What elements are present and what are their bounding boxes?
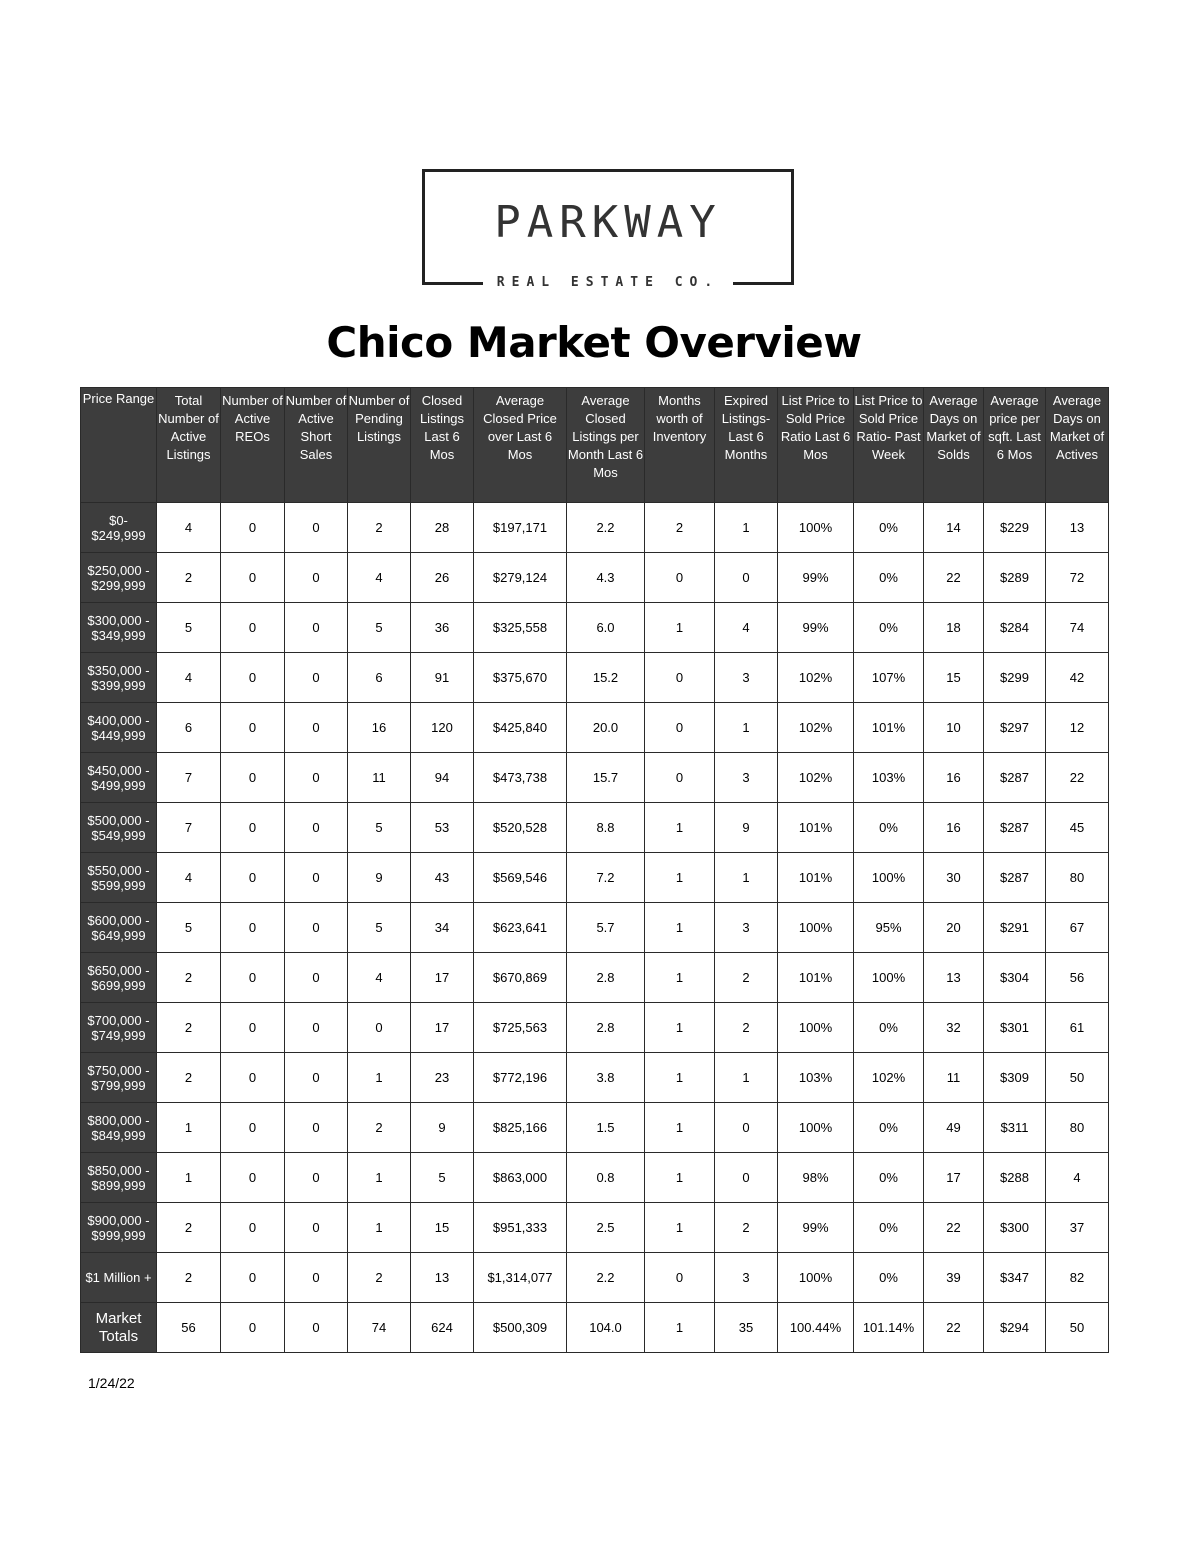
table-cell: 32 bbox=[924, 1003, 984, 1053]
table-cell: 0 bbox=[221, 703, 285, 753]
table-cell: 0% bbox=[854, 503, 924, 553]
table-cell: 0 bbox=[285, 803, 348, 853]
price-range-label: $300,000 - $349,999 bbox=[81, 603, 157, 653]
table-cell: $287 bbox=[984, 753, 1046, 803]
table-cell: 20.0 bbox=[567, 703, 645, 753]
table-cell: 0 bbox=[285, 1053, 348, 1103]
table-cell: 2 bbox=[157, 553, 221, 603]
table-cell: 0 bbox=[645, 753, 715, 803]
table-cell: 4 bbox=[1046, 1153, 1109, 1203]
table-cell: 1 bbox=[645, 603, 715, 653]
table-cell: 1 bbox=[645, 903, 715, 953]
table-cell: 74 bbox=[1046, 603, 1109, 653]
table-cell: 0 bbox=[285, 1253, 348, 1303]
table-cell: $309 bbox=[984, 1053, 1046, 1103]
table-row bbox=[81, 653, 1109, 703]
price-range-label: $450,000 - $499,999 bbox=[81, 753, 157, 803]
table-cell: 3 bbox=[715, 903, 778, 953]
table-cell: 102% bbox=[778, 703, 854, 753]
totals-row bbox=[81, 1303, 1109, 1353]
table-cell: 2 bbox=[645, 503, 715, 553]
table-cell: $670,869 bbox=[474, 953, 567, 1003]
table-cell: 0 bbox=[221, 1203, 285, 1253]
report-date: 1/24/22 bbox=[88, 1375, 135, 1391]
table-cell: 34 bbox=[411, 903, 474, 953]
table-cell: 22 bbox=[924, 1303, 984, 1353]
table-row bbox=[81, 553, 1109, 603]
logo-name: PARKWAY bbox=[494, 197, 722, 248]
price-range-label: $1 Million + bbox=[81, 1253, 157, 1303]
table-cell: $772,196 bbox=[474, 1053, 567, 1103]
table-row bbox=[81, 753, 1109, 803]
table-cell: 1 bbox=[715, 1053, 778, 1103]
price-range-label: $800,000 - $849,999 bbox=[81, 1103, 157, 1153]
table-cell: 0 bbox=[285, 1153, 348, 1203]
table-cell: 17 bbox=[411, 1003, 474, 1053]
table-cell: 6 bbox=[157, 703, 221, 753]
table-cell: 43 bbox=[411, 853, 474, 903]
totals-label: Market Totals bbox=[81, 1303, 157, 1353]
column-header: Average Closed Listings per Month Last 6 Mos bbox=[567, 388, 645, 503]
table-cell: 102% bbox=[778, 653, 854, 703]
price-range-label: $750,000 - $799,999 bbox=[81, 1053, 157, 1103]
table-cell: 3 bbox=[715, 1253, 778, 1303]
column-header: Average price per sqft. Last 6 Mos bbox=[984, 388, 1046, 503]
table-cell: 101% bbox=[854, 703, 924, 753]
table-cell: 61 bbox=[1046, 1003, 1109, 1053]
table-cell: 80 bbox=[1046, 1103, 1109, 1153]
table-cell: 99% bbox=[778, 603, 854, 653]
table-cell: $825,166 bbox=[474, 1103, 567, 1153]
table-cell: 0 bbox=[285, 1303, 348, 1353]
price-range-label: $350,000 - $399,999 bbox=[81, 653, 157, 703]
table-cell: 4 bbox=[715, 603, 778, 653]
table-cell: 100% bbox=[778, 503, 854, 553]
table-cell: 28 bbox=[411, 503, 474, 553]
column-header: Number of Pending Listings bbox=[348, 388, 411, 503]
table-cell: 20 bbox=[924, 903, 984, 953]
table-cell: 104.0 bbox=[567, 1303, 645, 1353]
table-cell: $1,314,077 bbox=[474, 1253, 567, 1303]
table-cell: 1 bbox=[645, 1203, 715, 1253]
table-cell: 101% bbox=[778, 953, 854, 1003]
table-cell: $229 bbox=[984, 503, 1046, 553]
table-cell: 22 bbox=[924, 1203, 984, 1253]
table-cell: $473,738 bbox=[474, 753, 567, 803]
table-cell: 2 bbox=[157, 953, 221, 1003]
table-cell: 0 bbox=[285, 753, 348, 803]
table-cell: 0% bbox=[854, 1203, 924, 1253]
table-cell: 0 bbox=[715, 553, 778, 603]
table-cell: 7.2 bbox=[567, 853, 645, 903]
column-header: Closed Listings Last 6 Mos bbox=[411, 388, 474, 503]
table-cell: $311 bbox=[984, 1103, 1046, 1153]
table-cell: $425,840 bbox=[474, 703, 567, 753]
table-cell: 103% bbox=[854, 753, 924, 803]
table-cell: 0% bbox=[854, 1153, 924, 1203]
table-cell: $863,000 bbox=[474, 1153, 567, 1203]
table-cell: 14 bbox=[924, 503, 984, 553]
table-cell: 23 bbox=[411, 1053, 474, 1103]
table-cell: 2 bbox=[348, 1253, 411, 1303]
table-cell: 103% bbox=[778, 1053, 854, 1103]
table-cell: 100.44% bbox=[778, 1303, 854, 1353]
table-cell: 2 bbox=[715, 953, 778, 1003]
table-cell: 4 bbox=[348, 953, 411, 1003]
table-cell: 99% bbox=[778, 553, 854, 603]
table-row bbox=[81, 1103, 1109, 1153]
table-cell: 0 bbox=[221, 503, 285, 553]
table-cell: 50 bbox=[1046, 1303, 1109, 1353]
table-cell: 3 bbox=[715, 753, 778, 803]
table-cell: 16 bbox=[924, 803, 984, 853]
table-cell: $279,124 bbox=[474, 553, 567, 603]
header-row bbox=[81, 388, 1109, 503]
table-cell: $951,333 bbox=[474, 1203, 567, 1253]
table-cell: 100% bbox=[854, 953, 924, 1003]
table-row bbox=[81, 1253, 1109, 1303]
table-cell: 624 bbox=[411, 1303, 474, 1353]
table-cell: $569,546 bbox=[474, 853, 567, 903]
page-title: Chico Market Overview bbox=[326, 318, 862, 367]
table-cell: 1 bbox=[645, 1303, 715, 1353]
table-cell: 1 bbox=[715, 503, 778, 553]
table-cell: 1 bbox=[157, 1153, 221, 1203]
table-cell: 2.2 bbox=[567, 503, 645, 553]
table-cell: 4 bbox=[157, 653, 221, 703]
logo-subtitle: REAL ESTATE CO. bbox=[483, 275, 733, 290]
table-cell: 0 bbox=[221, 803, 285, 853]
table-cell: 7 bbox=[157, 803, 221, 853]
table-cell: 0 bbox=[715, 1153, 778, 1203]
table-cell: 0 bbox=[285, 503, 348, 553]
table-cell: 13 bbox=[1046, 503, 1109, 553]
table-cell: $725,563 bbox=[474, 1003, 567, 1053]
table-cell: 95% bbox=[854, 903, 924, 953]
table-cell: $284 bbox=[984, 603, 1046, 653]
table-cell: 1 bbox=[645, 1003, 715, 1053]
table-cell: 5 bbox=[157, 903, 221, 953]
table-cell: 0 bbox=[285, 1203, 348, 1253]
table-cell: 107% bbox=[854, 653, 924, 703]
table-cell: 30 bbox=[924, 853, 984, 903]
price-range-label: $600,000 - $649,999 bbox=[81, 903, 157, 953]
table-cell: 15 bbox=[924, 653, 984, 703]
table-cell: 2 bbox=[157, 1203, 221, 1253]
column-header: List Price to Sold Price Ratio Last 6 Mos bbox=[778, 388, 854, 503]
price-range-label: $850,000 - $899,999 bbox=[81, 1153, 157, 1203]
table-cell: 13 bbox=[924, 953, 984, 1003]
table-cell: 22 bbox=[1046, 753, 1109, 803]
table-cell: 5 bbox=[348, 903, 411, 953]
table-cell: 45 bbox=[1046, 803, 1109, 853]
table-cell: 101% bbox=[778, 853, 854, 903]
table-body bbox=[81, 503, 1109, 1353]
table-cell: 15 bbox=[411, 1203, 474, 1253]
table-cell: 100% bbox=[778, 903, 854, 953]
table-cell: 0 bbox=[221, 853, 285, 903]
table-row bbox=[81, 703, 1109, 753]
table-cell: 0 bbox=[285, 953, 348, 1003]
table-cell: 102% bbox=[854, 1053, 924, 1103]
table-row bbox=[81, 603, 1109, 653]
table-cell: 0 bbox=[285, 1003, 348, 1053]
table-cell: 0% bbox=[854, 553, 924, 603]
table-cell: $294 bbox=[984, 1303, 1046, 1353]
table-cell: 6 bbox=[348, 653, 411, 703]
table-cell: 67 bbox=[1046, 903, 1109, 953]
table-cell: 2.5 bbox=[567, 1203, 645, 1253]
table-cell: $300 bbox=[984, 1203, 1046, 1253]
table-cell: 74 bbox=[348, 1303, 411, 1353]
table-cell: 15.2 bbox=[567, 653, 645, 703]
table-cell: 39 bbox=[924, 1253, 984, 1303]
table-cell: 0 bbox=[221, 1103, 285, 1153]
table-cell: 2 bbox=[348, 1103, 411, 1153]
column-header: Total Number of Active Listings bbox=[157, 388, 221, 503]
table-cell: 0 bbox=[221, 1053, 285, 1103]
table-cell: 5 bbox=[411, 1153, 474, 1203]
table-cell: 17 bbox=[411, 953, 474, 1003]
table-cell: 99% bbox=[778, 1203, 854, 1253]
table-cell: $197,171 bbox=[474, 503, 567, 553]
table-cell: 8.8 bbox=[567, 803, 645, 853]
column-header: Number of Active Short Sales bbox=[285, 388, 348, 503]
table-cell: 120 bbox=[411, 703, 474, 753]
table-cell: 0 bbox=[285, 853, 348, 903]
table-cell: 0 bbox=[285, 653, 348, 703]
table-cell: 1 bbox=[645, 1153, 715, 1203]
table-row bbox=[81, 903, 1109, 953]
table-cell: 1 bbox=[645, 953, 715, 1003]
price-range-label: $900,000 - $999,999 bbox=[81, 1203, 157, 1253]
table-cell: 0 bbox=[285, 603, 348, 653]
table-cell: 3 bbox=[715, 653, 778, 703]
table-cell: 17 bbox=[924, 1153, 984, 1203]
table-cell: 2 bbox=[157, 1253, 221, 1303]
price-range-label: $0- $249,999 bbox=[81, 503, 157, 553]
table-cell: 11 bbox=[924, 1053, 984, 1103]
table-cell: 0 bbox=[348, 1003, 411, 1053]
table-cell: 4.3 bbox=[567, 553, 645, 603]
table-cell: 0 bbox=[715, 1103, 778, 1153]
column-header: Average Closed Price over Last 6 Mos bbox=[474, 388, 567, 503]
table-cell: 7 bbox=[157, 753, 221, 803]
table-cell: $347 bbox=[984, 1253, 1046, 1303]
table-cell: 0% bbox=[854, 1103, 924, 1153]
market-table bbox=[80, 387, 1109, 1353]
table-cell: 6.0 bbox=[567, 603, 645, 653]
table-cell: 0 bbox=[221, 1153, 285, 1203]
table-cell: 4 bbox=[348, 553, 411, 603]
column-header: Months worth of Inventory bbox=[645, 388, 715, 503]
table-cell: 0% bbox=[854, 1003, 924, 1053]
table-cell: 0 bbox=[221, 653, 285, 703]
table-cell: $375,670 bbox=[474, 653, 567, 703]
table-cell: $288 bbox=[984, 1153, 1046, 1203]
table-cell: 100% bbox=[778, 1003, 854, 1053]
table-cell: 4 bbox=[157, 503, 221, 553]
table-cell: 4 bbox=[157, 853, 221, 903]
table-cell: 12 bbox=[1046, 703, 1109, 753]
price-range-label: $650,000 - $699,999 bbox=[81, 953, 157, 1003]
table-cell: 101.14% bbox=[854, 1303, 924, 1353]
table-row bbox=[81, 1203, 1109, 1253]
table-cell: 15.7 bbox=[567, 753, 645, 803]
table-cell: 35 bbox=[715, 1303, 778, 1353]
table-cell: 80 bbox=[1046, 853, 1109, 903]
table-cell: 1 bbox=[157, 1103, 221, 1153]
table-cell: 100% bbox=[778, 1103, 854, 1153]
table-cell: $304 bbox=[984, 953, 1046, 1003]
table-cell: $520,528 bbox=[474, 803, 567, 853]
table-row bbox=[81, 503, 1109, 553]
table-cell: $301 bbox=[984, 1003, 1046, 1053]
table-cell: $623,641 bbox=[474, 903, 567, 953]
table-row bbox=[81, 1153, 1109, 1203]
table-cell: $500,309 bbox=[474, 1303, 567, 1353]
table-cell: 94 bbox=[411, 753, 474, 803]
table-cell: 36 bbox=[411, 603, 474, 653]
table-cell: $297 bbox=[984, 703, 1046, 753]
table-cell: 5.7 bbox=[567, 903, 645, 953]
table-cell: 1 bbox=[645, 1053, 715, 1103]
table-cell: 0% bbox=[854, 603, 924, 653]
table-cell: 16 bbox=[924, 753, 984, 803]
table-cell: $287 bbox=[984, 853, 1046, 903]
table-cell: 2.8 bbox=[567, 953, 645, 1003]
table-cell: 50 bbox=[1046, 1053, 1109, 1103]
table-cell: 102% bbox=[778, 753, 854, 803]
table-row bbox=[81, 853, 1109, 903]
table-cell: $289 bbox=[984, 553, 1046, 603]
table-cell: 2.2 bbox=[567, 1253, 645, 1303]
table-row bbox=[81, 803, 1109, 853]
table-cell: 1 bbox=[715, 853, 778, 903]
table-cell: 0 bbox=[285, 553, 348, 603]
table-cell: 22 bbox=[924, 553, 984, 603]
price-range-label: $550,000 - $599,999 bbox=[81, 853, 157, 903]
column-header: Average Days on Market of Actives bbox=[1046, 388, 1109, 503]
table-cell: 56 bbox=[1046, 953, 1109, 1003]
table-cell: 2.8 bbox=[567, 1003, 645, 1053]
table-cell: 2 bbox=[157, 1003, 221, 1053]
table-cell: 9 bbox=[715, 803, 778, 853]
table-cell: 11 bbox=[348, 753, 411, 803]
table-cell: 1 bbox=[645, 1103, 715, 1153]
table-cell: 98% bbox=[778, 1153, 854, 1203]
table-cell: 0 bbox=[221, 553, 285, 603]
table-row bbox=[81, 1003, 1109, 1053]
table-cell: $325,558 bbox=[474, 603, 567, 653]
table-cell: $287 bbox=[984, 803, 1046, 853]
logo-subtitle-wrap bbox=[422, 270, 794, 294]
table-cell: 2 bbox=[715, 1003, 778, 1053]
table-cell: 0 bbox=[221, 903, 285, 953]
price-range-label: $250,000 - $299,999 bbox=[81, 553, 157, 603]
table-cell: 53 bbox=[411, 803, 474, 853]
table-cell: 0 bbox=[645, 703, 715, 753]
table-cell: $299 bbox=[984, 653, 1046, 703]
table-cell: 0 bbox=[221, 953, 285, 1003]
table-cell: 82 bbox=[1046, 1253, 1109, 1303]
table-cell: 1 bbox=[645, 803, 715, 853]
table-cell: 1 bbox=[715, 703, 778, 753]
table-cell: 0 bbox=[285, 903, 348, 953]
table-cell: 1 bbox=[348, 1053, 411, 1103]
table-cell: 0 bbox=[221, 1303, 285, 1353]
table-cell: 9 bbox=[348, 853, 411, 903]
table-cell: 10 bbox=[924, 703, 984, 753]
table-cell: 0 bbox=[645, 653, 715, 703]
table-cell: 91 bbox=[411, 653, 474, 703]
table-cell: $291 bbox=[984, 903, 1046, 953]
table-cell: 1 bbox=[348, 1153, 411, 1203]
price-range-label: $700,000 - $749,999 bbox=[81, 1003, 157, 1053]
table-cell: 100% bbox=[854, 853, 924, 903]
table-cell: 2 bbox=[157, 1053, 221, 1103]
table-cell: 0 bbox=[645, 1253, 715, 1303]
table-row bbox=[81, 953, 1109, 1003]
table-cell: 2 bbox=[348, 503, 411, 553]
table-cell: 1 bbox=[348, 1203, 411, 1253]
table-cell: 26 bbox=[411, 553, 474, 603]
table-cell: 37 bbox=[1046, 1203, 1109, 1253]
table-cell: 0.8 bbox=[567, 1153, 645, 1203]
column-header: Expired Listings- Last 6 Months bbox=[715, 388, 778, 503]
table-cell: 3.8 bbox=[567, 1053, 645, 1103]
table-cell: 56 bbox=[157, 1303, 221, 1353]
price-range-label: $400,000 - $449,999 bbox=[81, 703, 157, 753]
table-cell: 101% bbox=[778, 803, 854, 853]
column-header: Number of Active REOs bbox=[221, 388, 285, 503]
price-range-label: $500,000 - $549,999 bbox=[81, 803, 157, 853]
column-header-price-range: Price Range bbox=[81, 388, 157, 503]
table-cell: 100% bbox=[778, 1253, 854, 1303]
table-cell: 0% bbox=[854, 1253, 924, 1303]
parkway-logo bbox=[422, 169, 794, 290]
table-cell: 0% bbox=[854, 803, 924, 853]
table-cell: 0 bbox=[221, 753, 285, 803]
table-cell: 72 bbox=[1046, 553, 1109, 603]
table-cell: 49 bbox=[924, 1103, 984, 1153]
table-cell: 2 bbox=[715, 1203, 778, 1253]
table-cell: 0 bbox=[221, 1253, 285, 1303]
table-cell: 16 bbox=[348, 703, 411, 753]
table-cell: 1.5 bbox=[567, 1103, 645, 1153]
table-cell: 18 bbox=[924, 603, 984, 653]
table-cell: 0 bbox=[645, 553, 715, 603]
table-cell: 1 bbox=[645, 853, 715, 903]
table-cell: 13 bbox=[411, 1253, 474, 1303]
table-cell: 5 bbox=[157, 603, 221, 653]
table-cell: 5 bbox=[348, 603, 411, 653]
table-cell: 0 bbox=[221, 1003, 285, 1053]
table-cell: 5 bbox=[348, 803, 411, 853]
table-cell: 9 bbox=[411, 1103, 474, 1153]
table-row bbox=[81, 1053, 1109, 1103]
table-cell: 0 bbox=[285, 1103, 348, 1153]
table-cell: 0 bbox=[221, 603, 285, 653]
table-cell: 42 bbox=[1046, 653, 1109, 703]
table-cell: 0 bbox=[285, 703, 348, 753]
column-header: Average Days on Market of Solds bbox=[924, 388, 984, 503]
column-header: List Price to Sold Price Ratio- Past Week bbox=[854, 388, 924, 503]
